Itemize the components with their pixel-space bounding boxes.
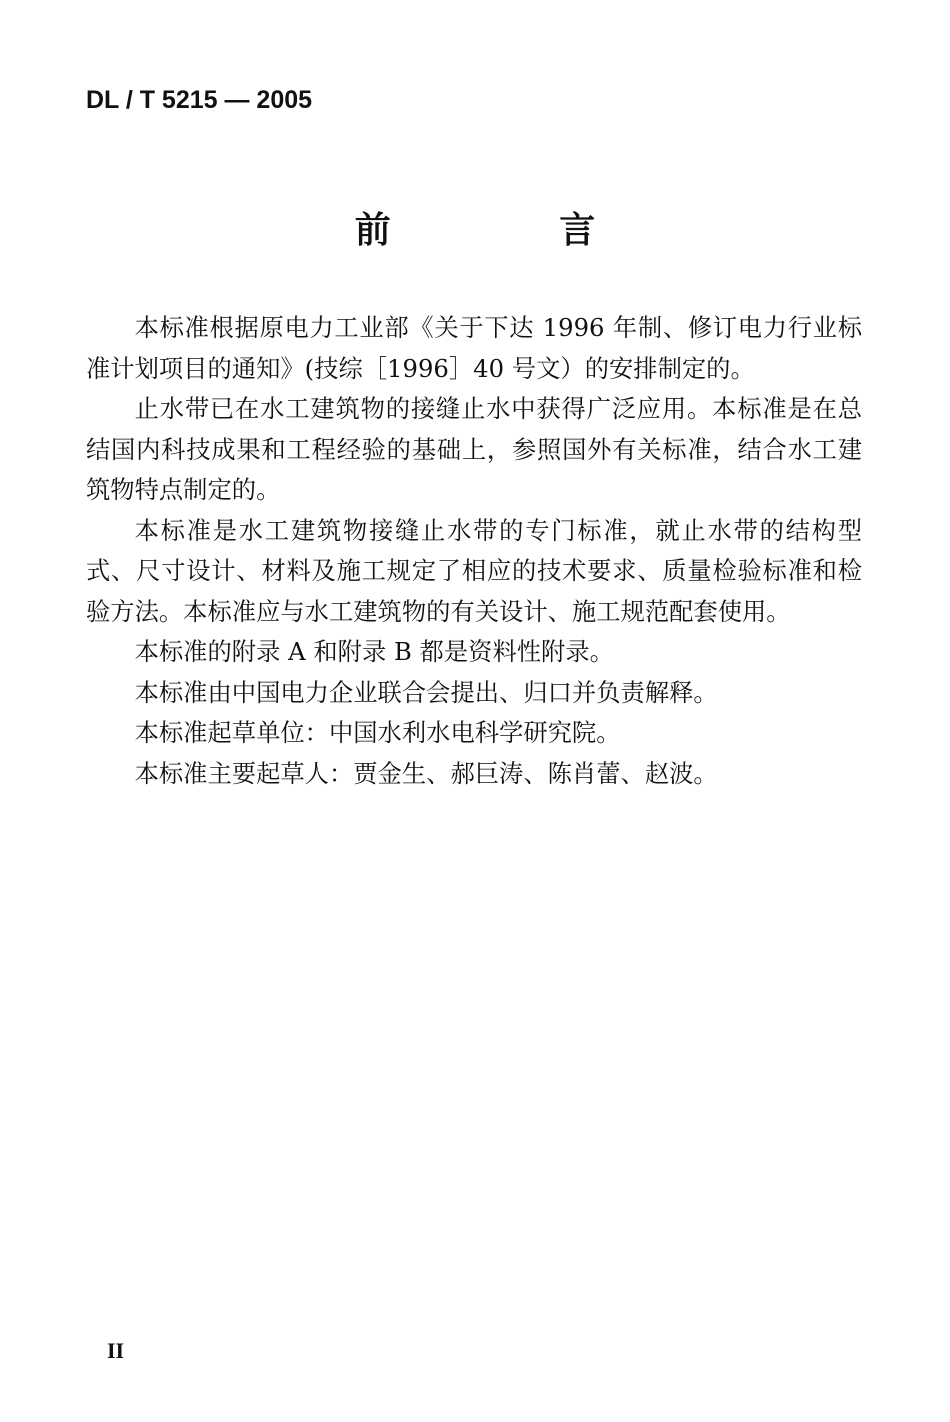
- paragraph-proposer: 本标准由中国电力企业联合会提出、归口并负责解释。: [134, 677, 718, 707]
- paragraph-plan-source: 本标准根据原电力工业部《关于下达 1996 年制、修订电力行业标准计划项目的通知》(技综［1996］40 号文）的安排制定的。: [86, 313, 862, 383]
- paragraph-appendices: 本标准的附录 A 和附录 B 都是资料性附录。: [134, 637, 614, 666]
- paragraph-drafting-unit: 本标准起草单位：中国水利水电科学研究院。: [134, 718, 621, 747]
- paragraph-scope: 本标准是水工建筑物接缝止水带的专门标准，就止水带的结构型式、尺寸设计、材料及施工规定了相应的技术要求、质量检验标准和检验方法。本标准应与水工建筑物的有关设计、施工规范配套使用。: [86, 515, 862, 626]
- page-title: 前 言: [354, 210, 674, 251]
- standard-code: DL / T 5215 — 2005: [86, 86, 313, 114]
- paragraph-background: 止水带已在水工建筑物的接缝止水中获得广泛应用。本标准是在总结国内科技成果和工程经验的基础上，参照国外有关标准，结合水工建筑物特点制定的。: [86, 394, 862, 504]
- page-number: II: [107, 1338, 125, 1363]
- foreword-body: [86, 308, 862, 794]
- paragraph-drafters: 本标准主要起草人：贾金生、郝巨涛、陈肖蕾、赵波。: [134, 758, 718, 788]
